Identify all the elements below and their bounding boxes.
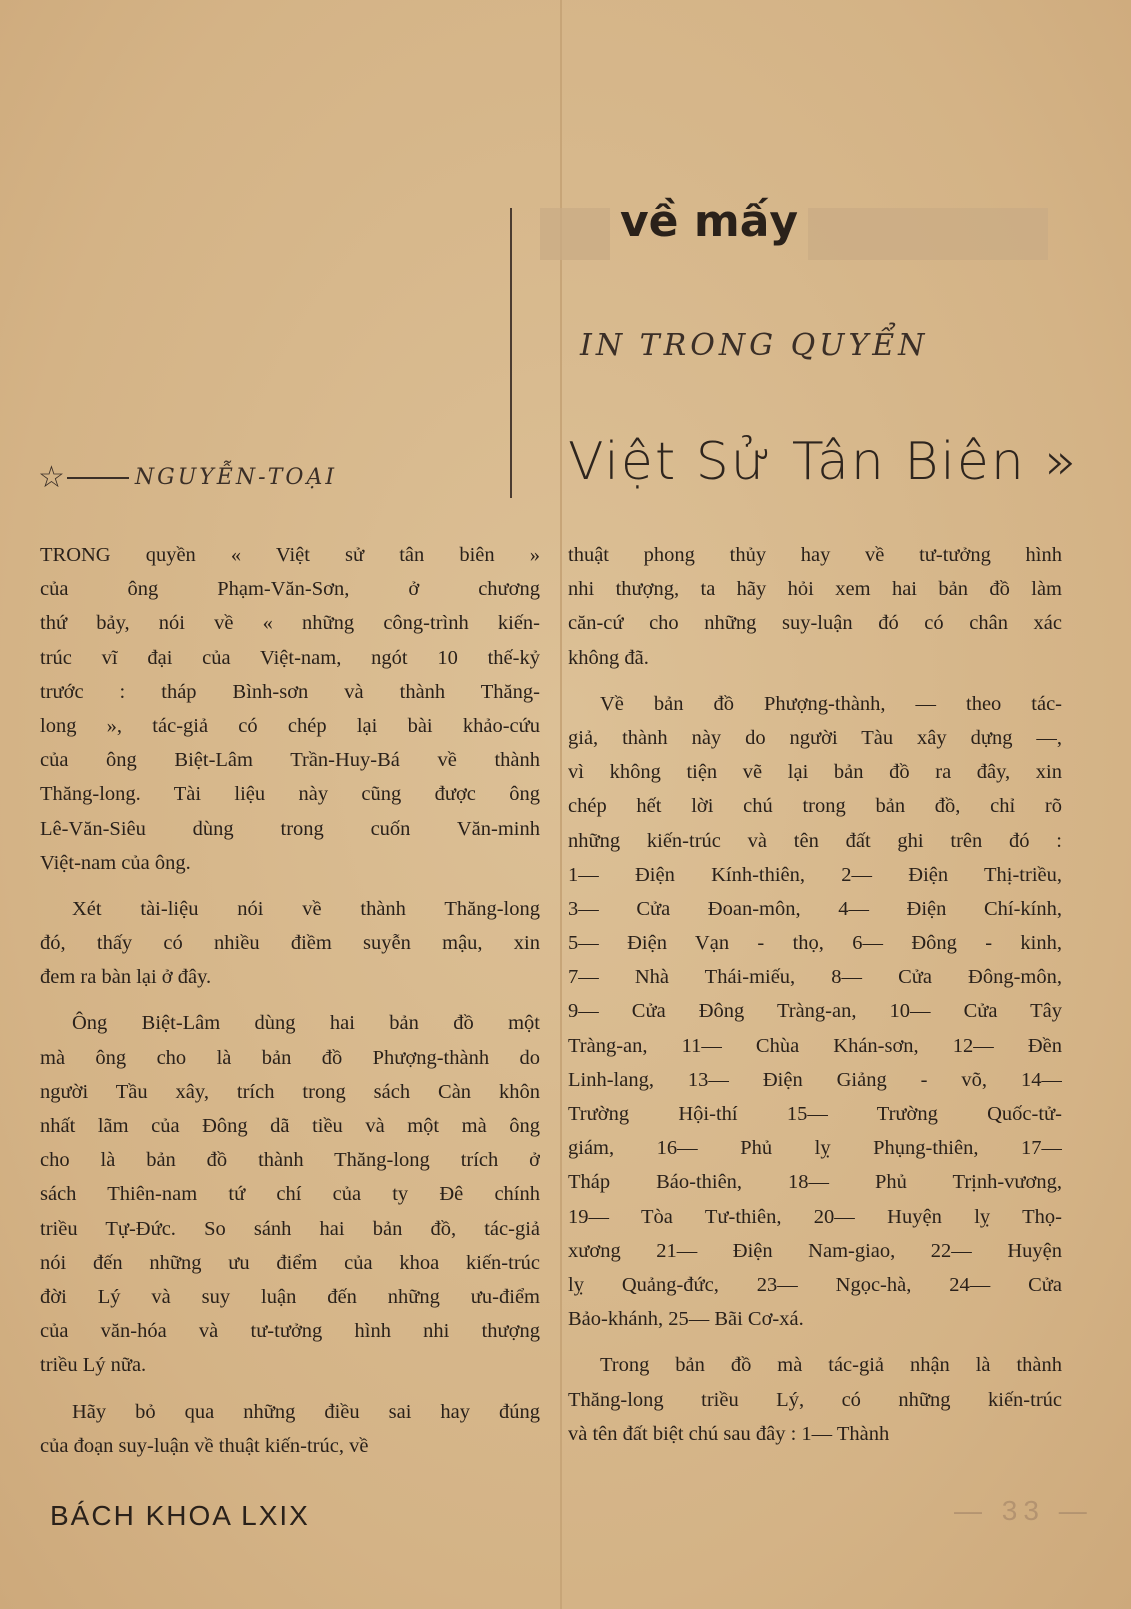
text-line: của ông Phạm-Văn-Sơn, ở chương	[40, 578, 540, 601]
text-line: long », tác-giả có chép lại bài khảo-cứu	[40, 714, 540, 737]
text-line: Thăng-long. Tài liệu này cũng được ông	[40, 783, 540, 806]
text-line: triều Lý nữa.	[40, 1354, 147, 1377]
byline-dash	[67, 477, 129, 479]
text-line: 5— Điện Vạn - thọ, 6— Đông - kinh,	[568, 932, 1062, 955]
text-line: nói đến những ưu điểm của khoa kiến-trúc	[40, 1251, 540, 1274]
text-line: thuật phong thủy hay về tư-tưởng hình	[568, 544, 1062, 566]
text-line: và tên đất biệt chú sau đây : 1— Thành	[568, 1422, 890, 1445]
text-line: trước : tháp Bình-sơn và thành Thăng-	[40, 680, 540, 703]
text-line: Tháp Báo-thiên, 18— Phủ Trịnh-vương,	[568, 1171, 1062, 1194]
right-column	[568, 538, 1062, 1463]
text-line: Tràng-an, 11— Chùa Khán-sơn, 12— Đền	[568, 1034, 1062, 1057]
text-line: 9— Cửa Đông Tràng-an, 10— Cửa Tây	[568, 1000, 1062, 1023]
text-line: triều Tự-Đức. So sánh hai bản đồ, tác-giả	[40, 1217, 540, 1240]
text-line: cho là bản đồ thành Thăng-long trích ở	[40, 1149, 540, 1172]
paragraph	[40, 892, 540, 995]
text-line: của ông Biệt-Lâm Trần-Huy-Bá về thành	[40, 749, 540, 772]
left-column	[40, 538, 540, 1475]
text-line: trúc vĩ đại của Việt-nam, ngót 10 thế-kỷ	[40, 646, 540, 669]
text-line: đem ra bàn lại ở đây.	[40, 966, 212, 989]
text-line: 7— Nhà Thái-miếu, 8— Cửa Đông-môn,	[568, 966, 1062, 989]
vertical-rule	[510, 208, 512, 498]
text-line: Trường Hội-thí 15— Trường Quốc-tử-	[568, 1103, 1062, 1125]
text-line: xương 21— Điện Nam-giao, 22— Huyện	[568, 1239, 1062, 1262]
text-line: nhất lãm của Đông dã tiều và một mà ông	[40, 1115, 540, 1137]
paragraph	[568, 538, 1062, 675]
text-line: Lê-Văn-Siêu dùng trong cuốn Văn-minh	[40, 817, 540, 840]
text-line: thứ bảy, nói về « những công-trình kiến-	[40, 612, 540, 635]
text-line: mà ông cho là bản đồ Phượng-thành do	[40, 1046, 540, 1069]
text-line: giám, 16— Phủ lỵ Phụng-thiên, 17—	[568, 1137, 1062, 1160]
text-line: của đoạn suy-luận về thuật kiến-trúc, về	[40, 1434, 369, 1457]
text-line: sách Thiên-nam tứ chí của ty Đê chính	[40, 1183, 540, 1206]
text-line: chép hết lời chú trong bản đồ, chỉ rõ	[568, 795, 1062, 818]
text-line: Xét tài-liệu nói về thành Thăng-long	[72, 897, 540, 920]
paragraph	[40, 538, 540, 880]
text-line: nhi thượng, ta hãy hỏi xem hai bản đồ làm	[568, 578, 1062, 601]
text-line: những kiến-trúc và tên đất ghi trên đó :	[568, 829, 1062, 852]
book-title: Việt Sử Tân Biên »	[568, 432, 1079, 492]
text-line: căn-cứ cho những suy-luận đó có chân xác	[568, 612, 1062, 635]
text-line: Thăng-long triều Lý, có những kiến-trúc	[568, 1388, 1062, 1411]
text-line: 1— Điện Kính-thiên, 2— Điện Thị-triều,	[568, 863, 1062, 886]
text-line: không đã.	[568, 646, 649, 669]
star-icon: ☆	[38, 460, 65, 495]
text-line: Linh-lang, 13— Điện Giảng - võ, 14—	[568, 1068, 1062, 1091]
text-line: Việt-nam của ông.	[40, 851, 191, 874]
page-number: — 33 —	[954, 1495, 1093, 1526]
text-line: Ông Biệt-Lâm dùng hai bản đồ một	[72, 1012, 540, 1035]
text-line: vì không tiện vẽ lại bản đồ ra đây, xin	[568, 761, 1062, 784]
text-line: của văn-hóa và tư-tưởng hình nhi thượng	[40, 1320, 540, 1343]
text-line: Trong bản đồ mà tác-giả nhận là thành	[600, 1354, 1062, 1377]
paragraph	[568, 687, 1062, 1337]
text-line: người Tầu xây, trích trong sách Càn khôn	[40, 1080, 540, 1103]
text-line: 3— Cửa Đoan-môn, 4— Điện Chí-kính,	[568, 897, 1062, 920]
text-line: lỵ Quảng-đức, 23— Ngọc-hà, 24— Cửa	[568, 1273, 1062, 1296]
faded-title-smudge	[808, 208, 1048, 260]
text-line: Hãy bỏ qua những điều sai hay đúng	[72, 1400, 540, 1423]
paragraph	[40, 1006, 540, 1382]
text-line: đó, thấy có nhiều điềm suyễn mậu, xin	[40, 932, 540, 955]
text-line: Bảo-khánh, 25— Bãi Cơ-xá.	[568, 1308, 804, 1331]
magazine-footer: BÁCH KHOA LXIX	[50, 1500, 310, 1531]
article-title-text: về mấy	[620, 196, 799, 247]
text-line: TRONG quyền « Việt sử tân biên »	[40, 544, 540, 566]
article-subtitle: IN TRONG QUYỂN	[580, 328, 929, 363]
text-line: 19— Tòa Tư-thiên, 20— Huyện lỵ Thọ-	[568, 1205, 1062, 1228]
author-byline	[38, 460, 337, 495]
text-line: giả, thành này do người Tàu xây dựng —,	[568, 726, 1062, 749]
author-name: NGUYỄN-TOẠI	[134, 465, 338, 490]
paragraph	[568, 1348, 1062, 1451]
paragraph	[40, 1395, 540, 1463]
faded-title-smudge	[540, 208, 610, 260]
text-line: Về bản đồ Phượng-thành, — theo tác-	[600, 692, 1062, 715]
text-line: đời Lý và suy luận đến những ưu-điểm	[40, 1285, 540, 1308]
article-title	[540, 190, 1100, 280]
